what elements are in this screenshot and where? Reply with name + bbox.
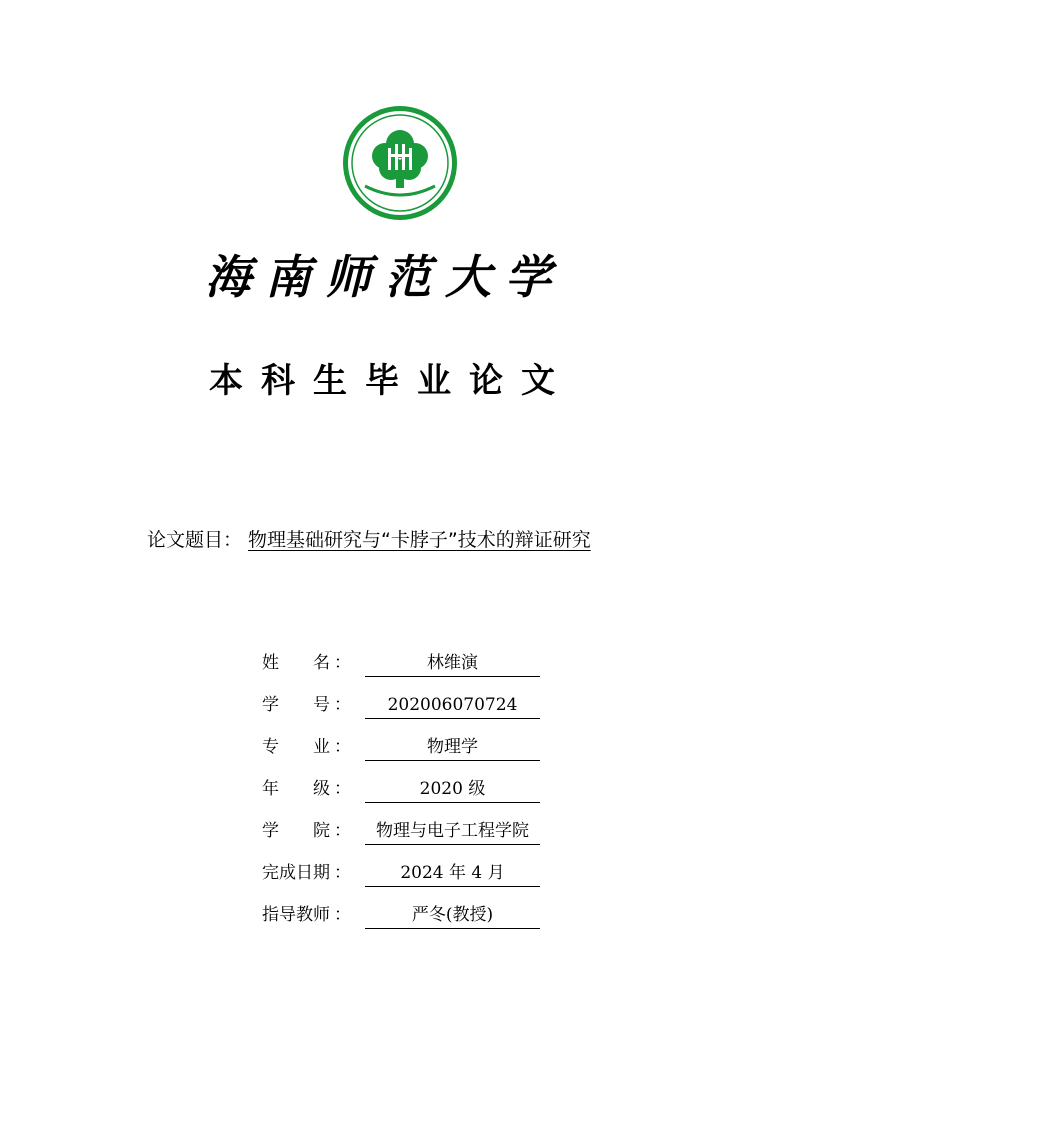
info-row-major: [262, 734, 562, 776]
info-colon: ：: [334, 695, 351, 715]
info-colon: ：: [334, 737, 351, 757]
info-row-student-id: [262, 692, 562, 734]
info-value: 严冬(教授): [365, 902, 540, 929]
thesis-title-label: 论文题目：: [147, 529, 243, 551]
info-label: 专 业: [262, 737, 330, 757]
info-value: 物理学: [365, 734, 540, 761]
info-label: 年 级: [262, 779, 330, 799]
info-row-grade: [262, 776, 562, 818]
university-logo-icon: [341, 104, 459, 222]
university-name: 海南师范大学: [205, 250, 565, 304]
info-label: 指导教师: [262, 905, 330, 925]
thesis-title-row: [147, 527, 591, 553]
info-label: 完成日期: [262, 863, 330, 883]
info-colon: ：: [334, 905, 351, 925]
info-row-college: [262, 818, 562, 860]
info-value: 202006070724: [365, 692, 540, 719]
info-value: 林维演: [365, 650, 540, 677]
info-colon: ：: [334, 821, 351, 841]
info-label: 姓 名: [262, 653, 330, 673]
info-row-advisor: [262, 902, 562, 944]
info-label: 学 号: [262, 695, 330, 715]
info-row-completion-date: [262, 860, 562, 902]
thesis-type-heading: 本科生毕业论文: [209, 361, 573, 401]
info-colon: ：: [334, 863, 351, 883]
info-colon: ：: [334, 779, 351, 799]
info-value: 2024 年 4 月: [365, 860, 540, 887]
info-value: 物理与电子工程学院: [365, 818, 540, 845]
student-info-block: [262, 650, 562, 944]
info-value: 2020 级: [365, 776, 540, 803]
info-row-name: [262, 650, 562, 692]
thesis-title-value: 物理基础研究与“卡脖子”技术的辩证研究: [248, 529, 591, 551]
info-label: 学 院: [262, 821, 330, 841]
info-colon: ：: [334, 653, 351, 673]
